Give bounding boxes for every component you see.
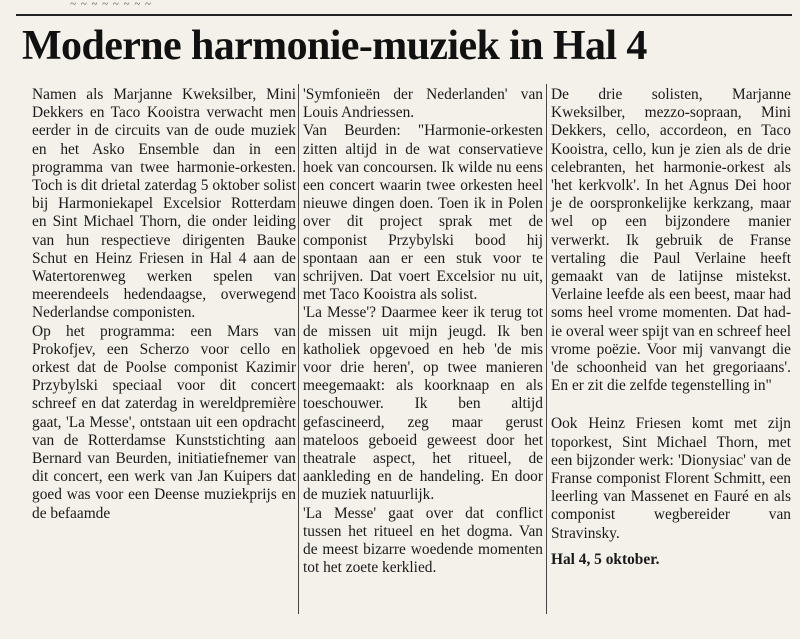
clipping-header-strip: ~ ~ ~ ~ ~ ~ ~ ~ (70, 0, 152, 8)
dateline: Hal 4, 5 oktober. (551, 550, 660, 568)
paragraph: Van Beurden: "Harmonie-orkesten zitten altijd in de wat conservatieve hoek van concoursen. Ik wilde nu eens een concert waarin twee orkesten heel nieuwe dingen doen. Toen ik in Polen over dit project sprak met de componist Przybylski bood hij spontaan aan er een stuk voor te schrijven. Dat voert Excelsior nu uit, met Taco Kooistra als solist. (303, 122, 543, 304)
headline: Moderne harmonie-muziek in Hal 4 (22, 23, 647, 69)
paragraph: Namen als Marjanne Kweksilber, Mini Dekkers en Taco Kooistra verwacht men eerder in de circuits van de oude muziek en het Asko Ensemble dan in een programma van twee harmonie-orkesten. Toch is dit drietal zaterdag 5 oktober solist bij Harmoniekapel Excelsior Rotterdam en Sint Michael Thorn, die onder leiding van hun respectieve dirigenten Bauke Schut en Heinz Friesen in Hal 4 aan de Watertorenweg werken spelen van meerendeels hedendaagse, overwegend Nederlandse componisten. (32, 86, 296, 322)
paragraph: 'La Messe' gaat over dat conflict tussen het ritueel en het dogma. Van de meest bizarre woedende momenten tot het zoete kerklied. (303, 504, 543, 577)
paragraph: 'Symfonieën der Nederlanden' van Louis Andriessen. (303, 86, 543, 122)
paragraph-gap (551, 395, 791, 415)
top-rule (16, 14, 792, 16)
column-divider (298, 84, 299, 614)
article-column-1 (32, 86, 296, 523)
article-column-2 (303, 86, 543, 577)
paragraph: Ook Heinz Friesen komt met zijn toporkest, Sint Michael Thorn, met een bijzonder werk: 'Dionysiac' van de Franse componist Florent Schmitt, een leerling van Massenet en Fauré en als componist wegbereider van Stravinsky. (551, 415, 791, 542)
paragraph: De drie solisten, Marjanne Kweksilber, mezzo-sopraan, Mini Dekkers, cello, accordeon, en Taco Kooistra, cello, kun je zien als de drie celebranten, het harmonie-orkest als 'het kerkvolk'. In het Agnus Dei hoor je de oorspronkelijke kerkzang, maar wel op een bijzondere manier verwerkt. Ik gebruik de Franse vertaling die Paul Verlaine heeft gemaakt van de latijnse mistekst. Verlaine leefde als een beest, maar had soms heel vrome momenten. Dat had-ie overal weer spijt van en schreef heel vrome poëzie. Voor mij vanvangt die 'de schoonheid van het gregoriaans'. En er zit die zelfde tegenstelling in" (551, 86, 791, 395)
paragraph: Op het programma: een Mars van Prokofjev, een Scherzo voor cello en orkest dat de Poolse componist Kazimir Przybylski speciaal voor dit concert schreef en dat zaterdag in wereldpremière gaat, 'La Messe', ontstaan uit een opdracht van de Rotterdamse Kunststichting aan Bernard van Beurden, initiatiefnemer van dit concert, een werk van Jan Kuipers dat goed was voor een Deense muziekprijs en de befaamde (32, 322, 296, 522)
article-column-3 (551, 86, 791, 569)
column-divider (546, 84, 547, 614)
paragraph: 'La Messe'? Daarmee keer ik terug tot de missen uit mijn jeugd. Ik ben katholiek opgevoed en heb 'de mis voor drie heren', op twee manieren meegemaakt: als koorknaap en als toeschouwer. Ik ben altijd gefascineerd, zeg maar gerust mateloos geboeid geweest door het theatrale aspect, het ritueel, de aankleding en de handeling. En door de muziek natuurlijk. (303, 304, 543, 504)
